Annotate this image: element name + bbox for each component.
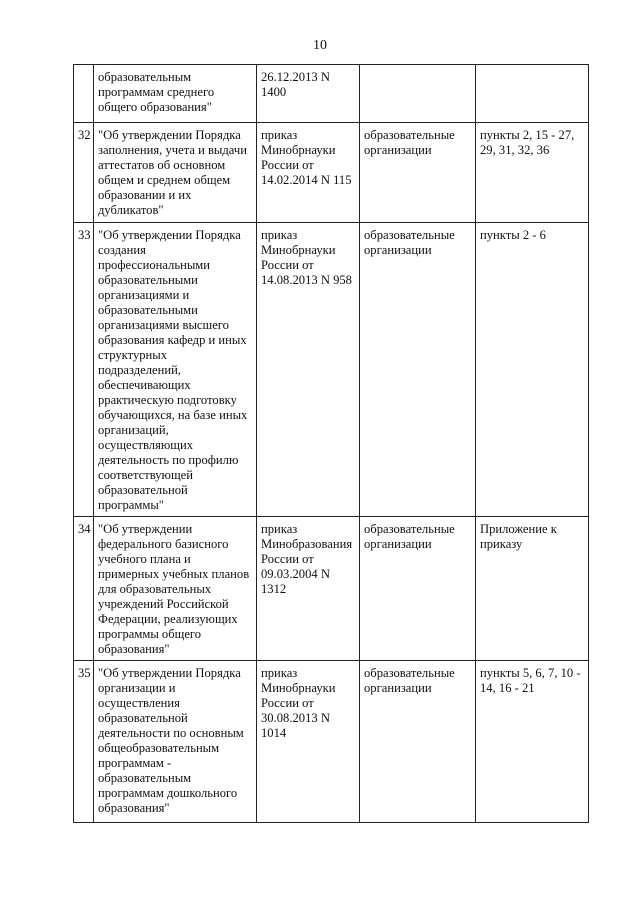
row-number-cell: [74, 123, 94, 223]
document-reference-cell: [257, 223, 360, 517]
table-body: [74, 65, 589, 823]
applies-to: образовательные организации: [364, 522, 455, 551]
row-number-cell: [74, 65, 94, 123]
table-row: [74, 661, 589, 823]
document-title: "Об утверждении Порядка организации и осуществления образовательной деятельности по основным общеобразовательным программам - образовательным программам дошкольного образования": [98, 666, 244, 815]
document-title-cell: [94, 65, 257, 123]
applicable-points-cell: [476, 223, 589, 517]
row-number-cell: [74, 223, 94, 517]
table-row: [74, 65, 589, 123]
table-row: [74, 517, 589, 661]
applies-to: образовательные организации: [364, 228, 455, 257]
document-reference-cell: [257, 65, 360, 123]
page-number: 10: [313, 38, 327, 53]
applies-to-cell: [360, 661, 476, 823]
regulations-table: [73, 64, 589, 823]
applicable-points-cell: [476, 123, 589, 223]
applies-to-cell: [360, 223, 476, 517]
document-reference: приказ Минобрнауки России от 30.08.2013 N 1014: [261, 666, 336, 740]
document-title-cell: [94, 223, 257, 517]
document-reference: приказ Минобрнауки России от 14.02.2014 N 115: [261, 128, 352, 187]
document-title: "Об утверждении Порядка создания профессиональными образовательными организациями и образовательными организациями высшего образования кафедр и иных структурных подразделений, обеспечивающих pрактическую подготовку обучающихся, на базе иных организаций, осуществляющих деятельность по профилю соответствующей образовательной программы": [98, 228, 248, 512]
row-number: 33: [78, 228, 91, 242]
applicable-points-cell: [476, 65, 589, 123]
document-title-cell: [94, 517, 257, 661]
row-number: 32: [78, 128, 91, 142]
row-number: 34: [78, 522, 91, 536]
table-row: [74, 123, 589, 223]
applies-to-cell: [360, 65, 476, 123]
applicable-points: пункты 2, 15 - 27, 29, 31, 32, 36: [480, 128, 575, 157]
row-number-cell: [74, 517, 94, 661]
document-title: "Об утверждении Порядка заполнения, учета и выдачи аттестатов об основном общем и среднем общем образовании и их дубликатов": [98, 128, 247, 217]
applies-to: образовательные организации: [364, 128, 455, 157]
applies-to-cell: [360, 517, 476, 661]
applicable-points: пункты 2 - 6: [480, 228, 546, 242]
applicable-points: пункты 5, 6, 7, 10 - 14, 16 - 21: [480, 666, 581, 695]
document-title-cell: [94, 661, 257, 823]
document-title: образовательным программам среднего общего образования": [98, 70, 215, 114]
row-number: 35: [78, 666, 91, 680]
document-reference: приказ Минобрнауки России от 14.08.2013 N 958: [261, 228, 352, 287]
applies-to-cell: [360, 123, 476, 223]
document-reference-cell: [257, 661, 360, 823]
document-reference-cell: [257, 517, 360, 661]
applies-to: образовательные организации: [364, 666, 455, 695]
document-reference: приказ Минобразования России от 09.03.2004 N 1312: [261, 522, 353, 596]
document-reference-cell: [257, 123, 360, 223]
document-title: "Об утверждении федерального базисного учебного плана и примерных учебных планов для образовательных учреждений Российской Федерации, реализующих программы общего образования": [98, 522, 250, 656]
document-title-cell: [94, 123, 257, 223]
applicable-points: Приложение к приказу: [480, 522, 557, 551]
applicable-points-cell: [476, 661, 589, 823]
applicable-points-cell: [476, 517, 589, 661]
table-row: [74, 223, 589, 517]
document-reference: 26.12.2013 N 1400: [261, 70, 330, 99]
row-number-cell: [74, 661, 94, 823]
